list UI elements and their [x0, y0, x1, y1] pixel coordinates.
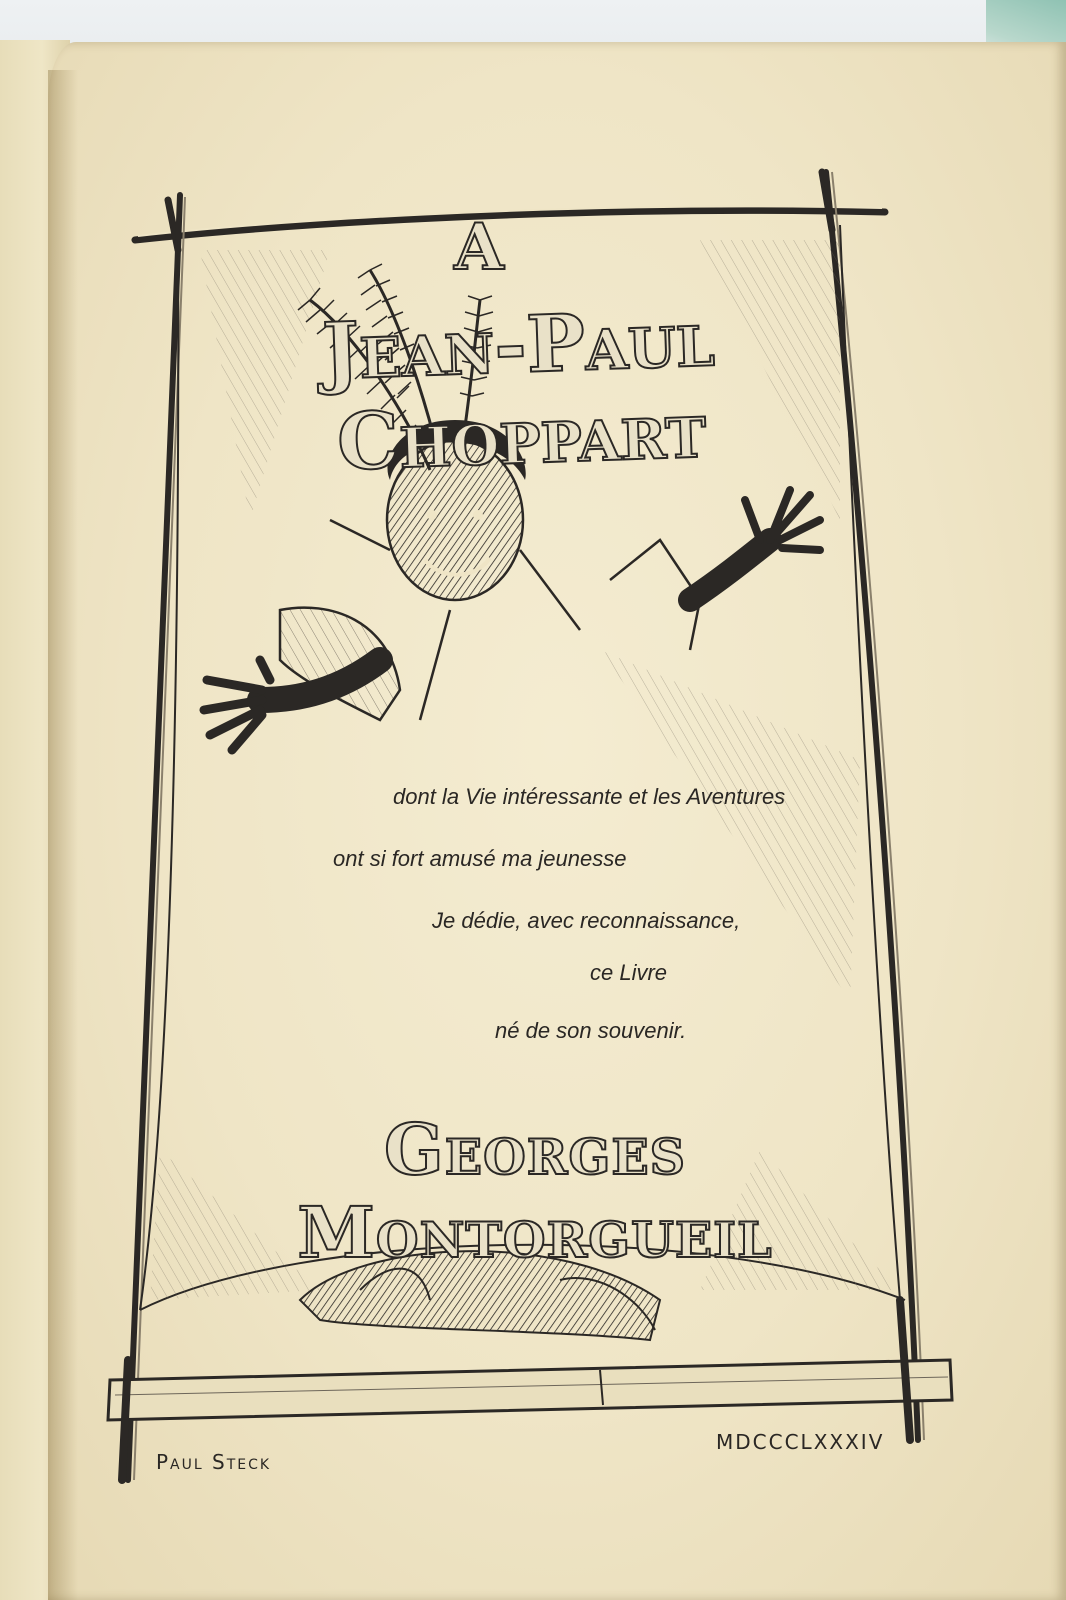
heading-name: Jean-Paul Choppart: [320, 293, 716, 489]
dedication-line-2: ont si fort amusé ma jeunesse: [333, 846, 627, 871]
year-roman: MDCCCLXXXIV: [716, 1430, 885, 1454]
boy-right-arm: [690, 490, 820, 600]
dedication-line-1: dont la Vie intéressante et les Aventures: [393, 784, 786, 809]
dedication-line-3: Je dédie, avec reconnaissance,: [432, 908, 741, 933]
dedication-line-5: né de son souvenir.: [495, 1018, 687, 1043]
author-name: Georges Montorgueil: [297, 1108, 773, 1274]
artist-signature: Paul Steck: [156, 1450, 272, 1474]
heading-a: A: [454, 210, 506, 285]
dedication-line-4: ce Livre: [590, 960, 668, 985]
